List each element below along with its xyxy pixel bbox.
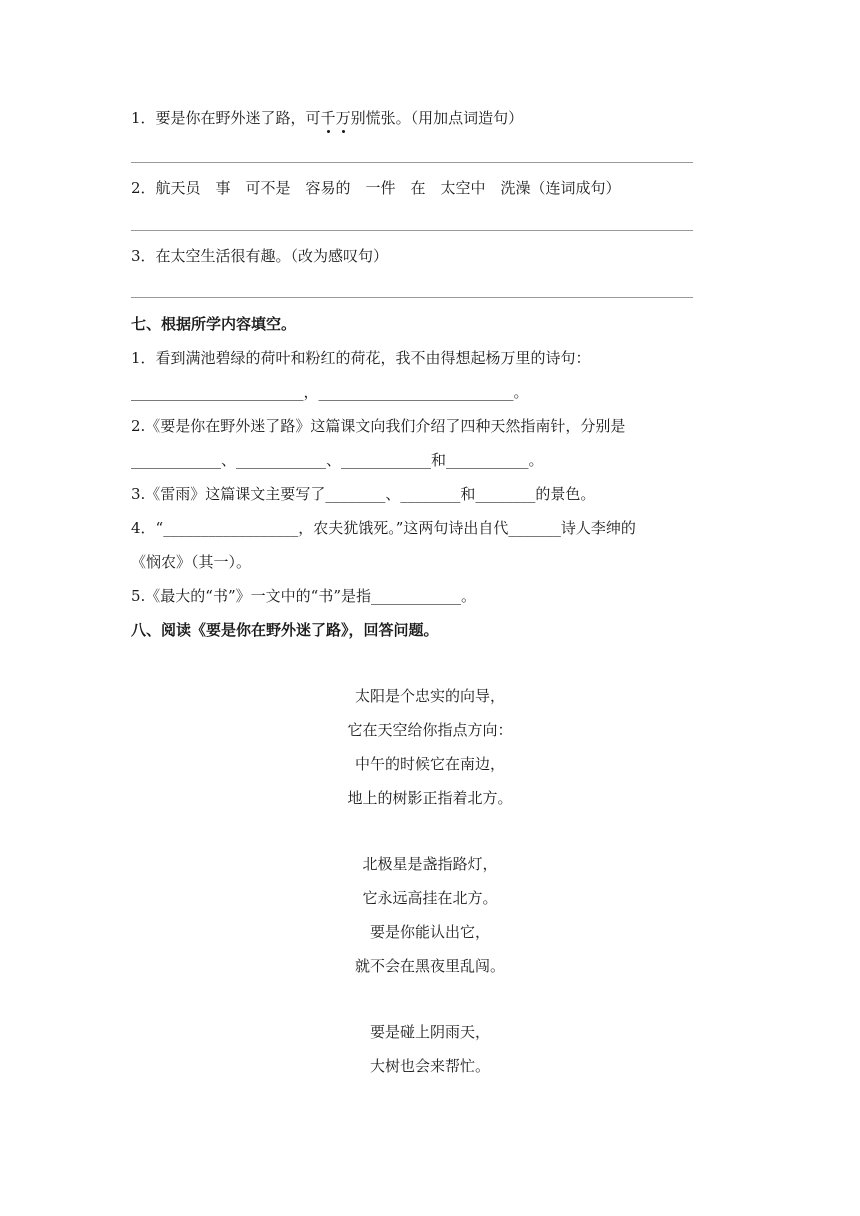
section-7-heading: 七、根据所学内容填空。 (131, 315, 297, 333)
question-7-5[interactable]: 5.《最大的“书”》一文中的“书”是指____________。 (131, 587, 476, 605)
poem-line: 要是你能认出它， (369, 923, 490, 941)
answer-line-6-2[interactable] (131, 230, 693, 231)
question-7-3[interactable]: 3.《雷雨》这篇课文主要写了________、________和________的景色。 (131, 485, 596, 503)
question-7-2-line-1: 2.《要是你在野外迷了路》这篇课文向我们介绍了四种天然指南针，分别是 (131, 417, 626, 435)
poem-line: 大树也会来帮忙。 (369, 1057, 490, 1075)
question-7-1-blanks[interactable]: _______________________，__________________________。 (131, 383, 529, 401)
question-7-1-line-1: 1．看到满池碧绿的荷叶和粉红的荷花，我不由得想起杨万里的诗句： (131, 349, 591, 367)
poem-line: 它在天空给你指点方向： (347, 721, 513, 739)
question-7-2-blanks[interactable]: ____________、____________、____________和___________。 (131, 451, 544, 469)
poem-line: 地上的树影正指着北方。 (347, 789, 513, 807)
answer-line-6-3[interactable] (131, 297, 693, 298)
question-6-1-text-a: 1．要是你在野外迷了路，可 (131, 109, 321, 127)
poem-line: 就不会在黑夜里乱闯。 (354, 957, 505, 975)
question-7-4-line-2: 《悯农》（其一）。 (131, 553, 252, 571)
question-6-1 (131, 108, 523, 128)
emphasis-dot-char-2: 万 (335, 109, 351, 127)
section-8-heading: 八、阅读《要是你在野外迷了路》，回答问题。 (131, 621, 439, 639)
question-6-1-text-b: 别慌张。（用加点词造句） (350, 109, 524, 127)
question-6-3: 3．在太空生活很有趣。（改为感叹句） (131, 247, 389, 265)
poem-line: 要是碰上阴雨天， (369, 1023, 490, 1041)
poem-line: 它永远高挂在北方。 (362, 889, 498, 907)
question-6-2: 2．航天员 事 可不是 容易的 一件 在 太空中 洗澡（连词成句） (131, 179, 621, 197)
poem-line: 北极星是盏指路灯， (362, 855, 498, 873)
poem-line: 中午的时候它在南边， (354, 755, 505, 773)
poem-line: 太阳是个忠实的向导， (354, 687, 505, 705)
question-7-4-line-1[interactable]: 4．“__________________，农夫犹饿死。”这两句诗出自代_______诗人李绅的 (131, 519, 636, 537)
emphasis-dot-char-1: 千 (320, 109, 336, 127)
answer-line-6-1[interactable] (131, 162, 693, 163)
